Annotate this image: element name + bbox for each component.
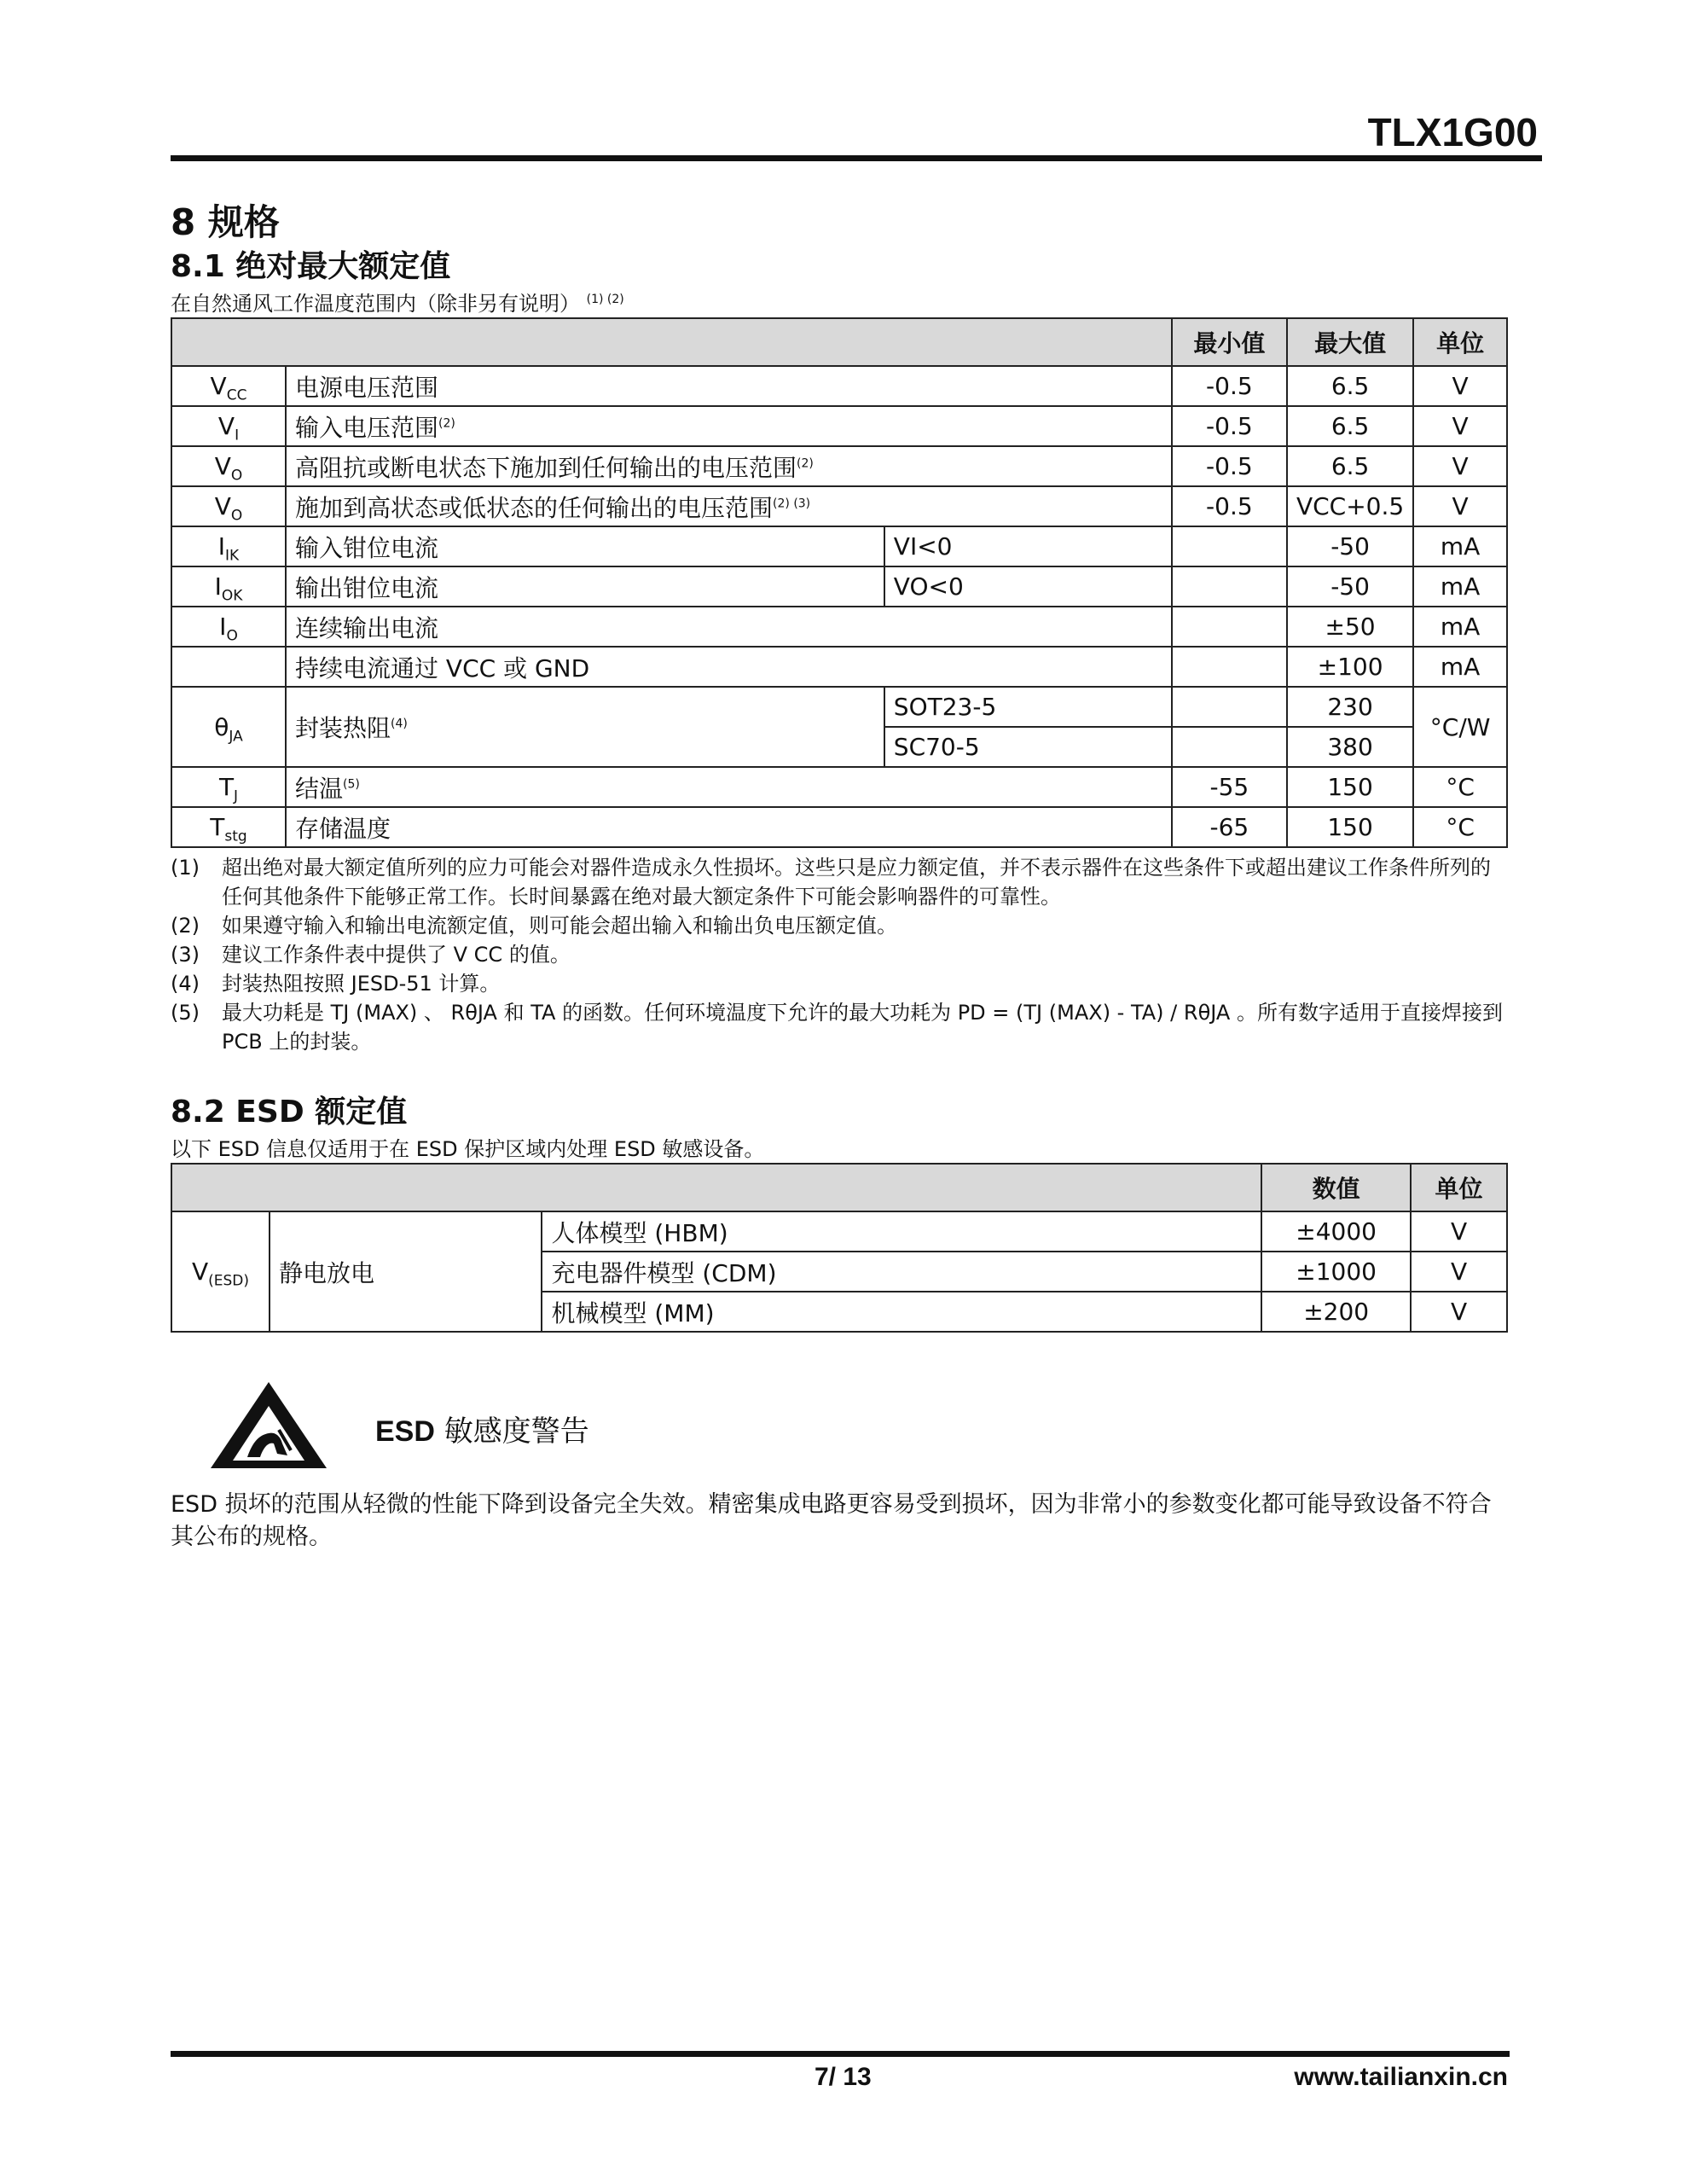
symbol-cell: [171, 607, 286, 647]
symbol-cell: [171, 1211, 270, 1332]
table-row: [171, 1211, 1507, 1252]
value-cell: ±200: [1261, 1292, 1411, 1332]
max-cell: 6.5: [1287, 446, 1413, 486]
unit-cell: °C: [1413, 767, 1507, 807]
sym: V: [214, 492, 231, 520]
footnote-number: (4): [171, 972, 200, 996]
min-cell: -0.5: [1172, 486, 1287, 526]
symbol-cell: [171, 807, 286, 847]
sym-sub: I: [235, 427, 240, 444]
max-cell: 150: [1287, 807, 1413, 847]
value-cell: ±4000: [1261, 1211, 1411, 1252]
unit-cell: V: [1413, 446, 1507, 486]
table-row: [171, 406, 1507, 446]
s82-title: 8.2 ESD 额定值: [171, 1095, 408, 1130]
unit-cell: V: [1411, 1211, 1507, 1252]
desc-cell: [286, 486, 1172, 526]
model-cell: 机械模型 (MM): [542, 1292, 1261, 1332]
min-cell: -55: [1172, 767, 1287, 807]
min-cell: -0.5: [1172, 446, 1287, 486]
sym: V: [191, 1258, 209, 1286]
cond-cell: VI<0: [884, 526, 1172, 566]
s81-intro: [171, 287, 624, 317]
symbol-cell: [171, 687, 286, 767]
sym: T: [210, 813, 225, 841]
desc-cell: 输出钳位电流: [286, 566, 884, 607]
max-cell: ±100: [1287, 647, 1413, 687]
max-cell: 380: [1287, 727, 1413, 767]
unit-cell: °C/W: [1413, 687, 1507, 767]
max-cell: 230: [1287, 687, 1413, 727]
sym: V: [214, 452, 231, 480]
cond-cell: VO<0: [884, 566, 1172, 607]
footnote-text: 如果遵守输入和输出电流额定值，则可能会超出输入和输出负电压额定值。: [222, 914, 897, 938]
unit-cell: mA: [1413, 526, 1507, 566]
footnote: [171, 969, 1510, 998]
sym: θ: [214, 712, 229, 741]
col-max-header: 最大值: [1287, 318, 1413, 366]
footnote-number: (1): [171, 856, 200, 880]
desc-sup: (2): [797, 456, 814, 471]
table-row: [171, 446, 1507, 486]
sym: I: [217, 532, 226, 561]
sym: T: [218, 773, 235, 801]
table-row: [171, 767, 1507, 807]
page-number: 7/ 13: [815, 2063, 872, 2091]
max-cell: 150: [1287, 767, 1413, 807]
footnote: [171, 998, 1510, 1056]
sym-sub: OK: [221, 587, 243, 605]
unit-cell: mA: [1413, 647, 1507, 687]
symbol-cell: [171, 566, 286, 607]
col-unit-header: 单位: [1413, 318, 1507, 366]
table-row: [171, 807, 1507, 847]
footnote: [171, 853, 1510, 911]
desc-sup: (2): [438, 416, 455, 431]
footnote-number: (5): [171, 1001, 200, 1025]
desc-cell: 静电放电: [270, 1211, 542, 1332]
table-row: [171, 647, 1507, 687]
footnote-text: 最大功耗是 TJ (MAX) 、 RθJA 和 TA 的函数。任何环境温度下允许的最大功耗为 PD = (TJ (MAX) - TA) / RθJA 。所有数字适用于直接焊接到 PCB 上的封装。: [222, 1001, 1503, 1054]
col-min-header: 最小值: [1172, 318, 1287, 366]
unit-cell: V: [1413, 366, 1507, 406]
s81-intro-text: 在自然通风工作温度范围内（除非另有说明）: [171, 292, 580, 316]
sym: V: [217, 412, 235, 440]
symbol-cell: [171, 486, 286, 526]
sym-sub: IK: [225, 547, 240, 565]
footnotes: [171, 853, 1510, 1056]
unit-cell: mA: [1413, 566, 1507, 607]
s82-intro: 以下 ESD 信息仅适用于在 ESD 保护区域内处理 ESD 敏感设备。: [171, 1137, 765, 1161]
footnote-text: 建议工作条件表中提供了 V CC 的值。: [222, 943, 571, 967]
s81-intro-sup: (1) (2): [586, 293, 624, 306]
desc-cell: [286, 687, 884, 767]
unit-cell: V: [1411, 1292, 1507, 1332]
symbol-cell: [171, 526, 286, 566]
desc-text: 输入电压范围: [295, 413, 439, 442]
warning-title-bold: ESD: [375, 1415, 435, 1448]
symbol-cell: [171, 767, 286, 807]
footnote: [171, 911, 1510, 940]
section-title: 8 规格: [171, 201, 280, 243]
unit-cell: V: [1411, 1252, 1507, 1292]
desc-text: 高阻抗或断电状态下施加到任何输出的电压范围: [295, 453, 797, 482]
max-cell: -50: [1287, 526, 1413, 566]
footnote-text: 封装热阻按照 JESD-51 计算。: [222, 972, 501, 996]
warning-title: [375, 1408, 589, 1449]
abs-max-table: [171, 317, 1508, 848]
desc-cell: 输入钳位电流: [286, 526, 884, 566]
min-cell: [1172, 687, 1287, 727]
package-cell: SC70-5: [884, 727, 1172, 767]
max-cell: 6.5: [1287, 366, 1413, 406]
col-value-header: 数值: [1261, 1164, 1411, 1211]
unit-cell: V: [1413, 406, 1507, 446]
desc-cell: 存储温度: [286, 807, 1172, 847]
sym-sub: JA: [229, 728, 243, 746]
header-blank: [171, 1164, 1261, 1211]
desc-cell: 连续输出电流: [286, 607, 1172, 647]
table-header-row: [171, 318, 1507, 366]
sym: V: [210, 372, 227, 400]
desc-cell: 持续电流通过 VCC 或 GND: [286, 647, 1172, 687]
header-rule: [171, 155, 1542, 161]
unit-cell: V: [1413, 486, 1507, 526]
table-row: [171, 566, 1507, 607]
symbol-cell: [171, 647, 286, 687]
footnote: [171, 940, 1510, 969]
symbol-cell: [171, 406, 286, 446]
min-cell: -0.5: [1172, 366, 1287, 406]
sym-sub: (ESD): [208, 1272, 249, 1290]
unit-cell: mA: [1413, 607, 1507, 647]
model-cell: 人体模型 (HBM): [542, 1211, 1261, 1252]
table-row: [171, 486, 1507, 526]
desc-sup: (5): [343, 777, 360, 792]
footnote-number: (3): [171, 943, 200, 967]
col-unit-header: 单位: [1411, 1164, 1507, 1211]
esd-warning-icon: [209, 1380, 328, 1470]
sym-sub: O: [230, 507, 243, 525]
min-cell: -0.5: [1172, 406, 1287, 446]
sym: I: [214, 572, 222, 601]
desc-cell: [286, 767, 1172, 807]
max-cell: ±50: [1287, 607, 1413, 647]
min-cell: -65: [1172, 807, 1287, 847]
min-cell: [1172, 727, 1287, 767]
desc-cell: [286, 446, 1172, 486]
table-header-row: [171, 1164, 1507, 1211]
warning-body: ESD 损坏的范围从轻微的性能下降到设备完全失效。精密集成电路更容易受到损坏，因为非常小的参数变化都可能导致设备不符合其公布的规格。: [171, 1491, 1492, 1550]
footnote-text: 超出绝对最大额定值所列的应力可能会对器件造成永久性损坏。这些只是应力额定值，并不表示器件在这些条件下或超出建议工作条件所列的任何其他条件下能够正常工作。长时间暴露在绝对最大额定条件下可能会影响器件的可靠性。: [222, 856, 1491, 909]
warning-title-text: 敏感度警告: [434, 1414, 589, 1449]
sym: I: [219, 613, 227, 641]
sym-sub: O: [226, 627, 238, 645]
footer-rule: [171, 2051, 1510, 2057]
header-title: TLX1G00: [1367, 110, 1538, 154]
symbol-cell: [171, 446, 286, 486]
table-row: [171, 526, 1507, 566]
desc-cell: 电源电压范围: [286, 366, 1172, 406]
min-cell: [1172, 607, 1287, 647]
symbol-cell: [171, 366, 286, 406]
s81-title: 8.1 绝对最大额定值: [171, 249, 451, 284]
min-cell: [1172, 566, 1287, 607]
min-cell: [1172, 526, 1287, 566]
desc-cell: [286, 406, 1172, 446]
footnote-number: (2): [171, 914, 200, 938]
desc-text: 施加到高状态或低状态的任何输出的电压范围: [295, 493, 774, 522]
table-row: [171, 607, 1507, 647]
min-cell: [1172, 647, 1287, 687]
value-cell: ±1000: [1261, 1252, 1411, 1292]
max-cell: -50: [1287, 566, 1413, 607]
desc-text: 封装热阻: [295, 714, 391, 742]
desc-text: 结温: [295, 774, 344, 803]
table-row: [171, 366, 1507, 406]
desc-sup: (4): [391, 717, 408, 731]
unit-cell: °C: [1413, 807, 1507, 847]
sym-sub: stg: [224, 828, 247, 845]
header-blank: [171, 318, 1172, 366]
package-cell: SOT23-5: [884, 687, 1172, 727]
footer-url[interactable]: www.tailianxin.cn: [1294, 2063, 1508, 2091]
desc-sup: (2) (3): [773, 497, 811, 511]
sym-sub: O: [230, 467, 243, 485]
sym-sub: J: [234, 787, 239, 805]
max-cell: VCC+0.5: [1287, 486, 1413, 526]
max-cell: 6.5: [1287, 406, 1413, 446]
model-cell: 充电器件模型 (CDM): [542, 1252, 1261, 1292]
sym-sub: CC: [226, 386, 247, 404]
table-row-theta: [171, 687, 1507, 727]
esd-table: [171, 1163, 1508, 1333]
